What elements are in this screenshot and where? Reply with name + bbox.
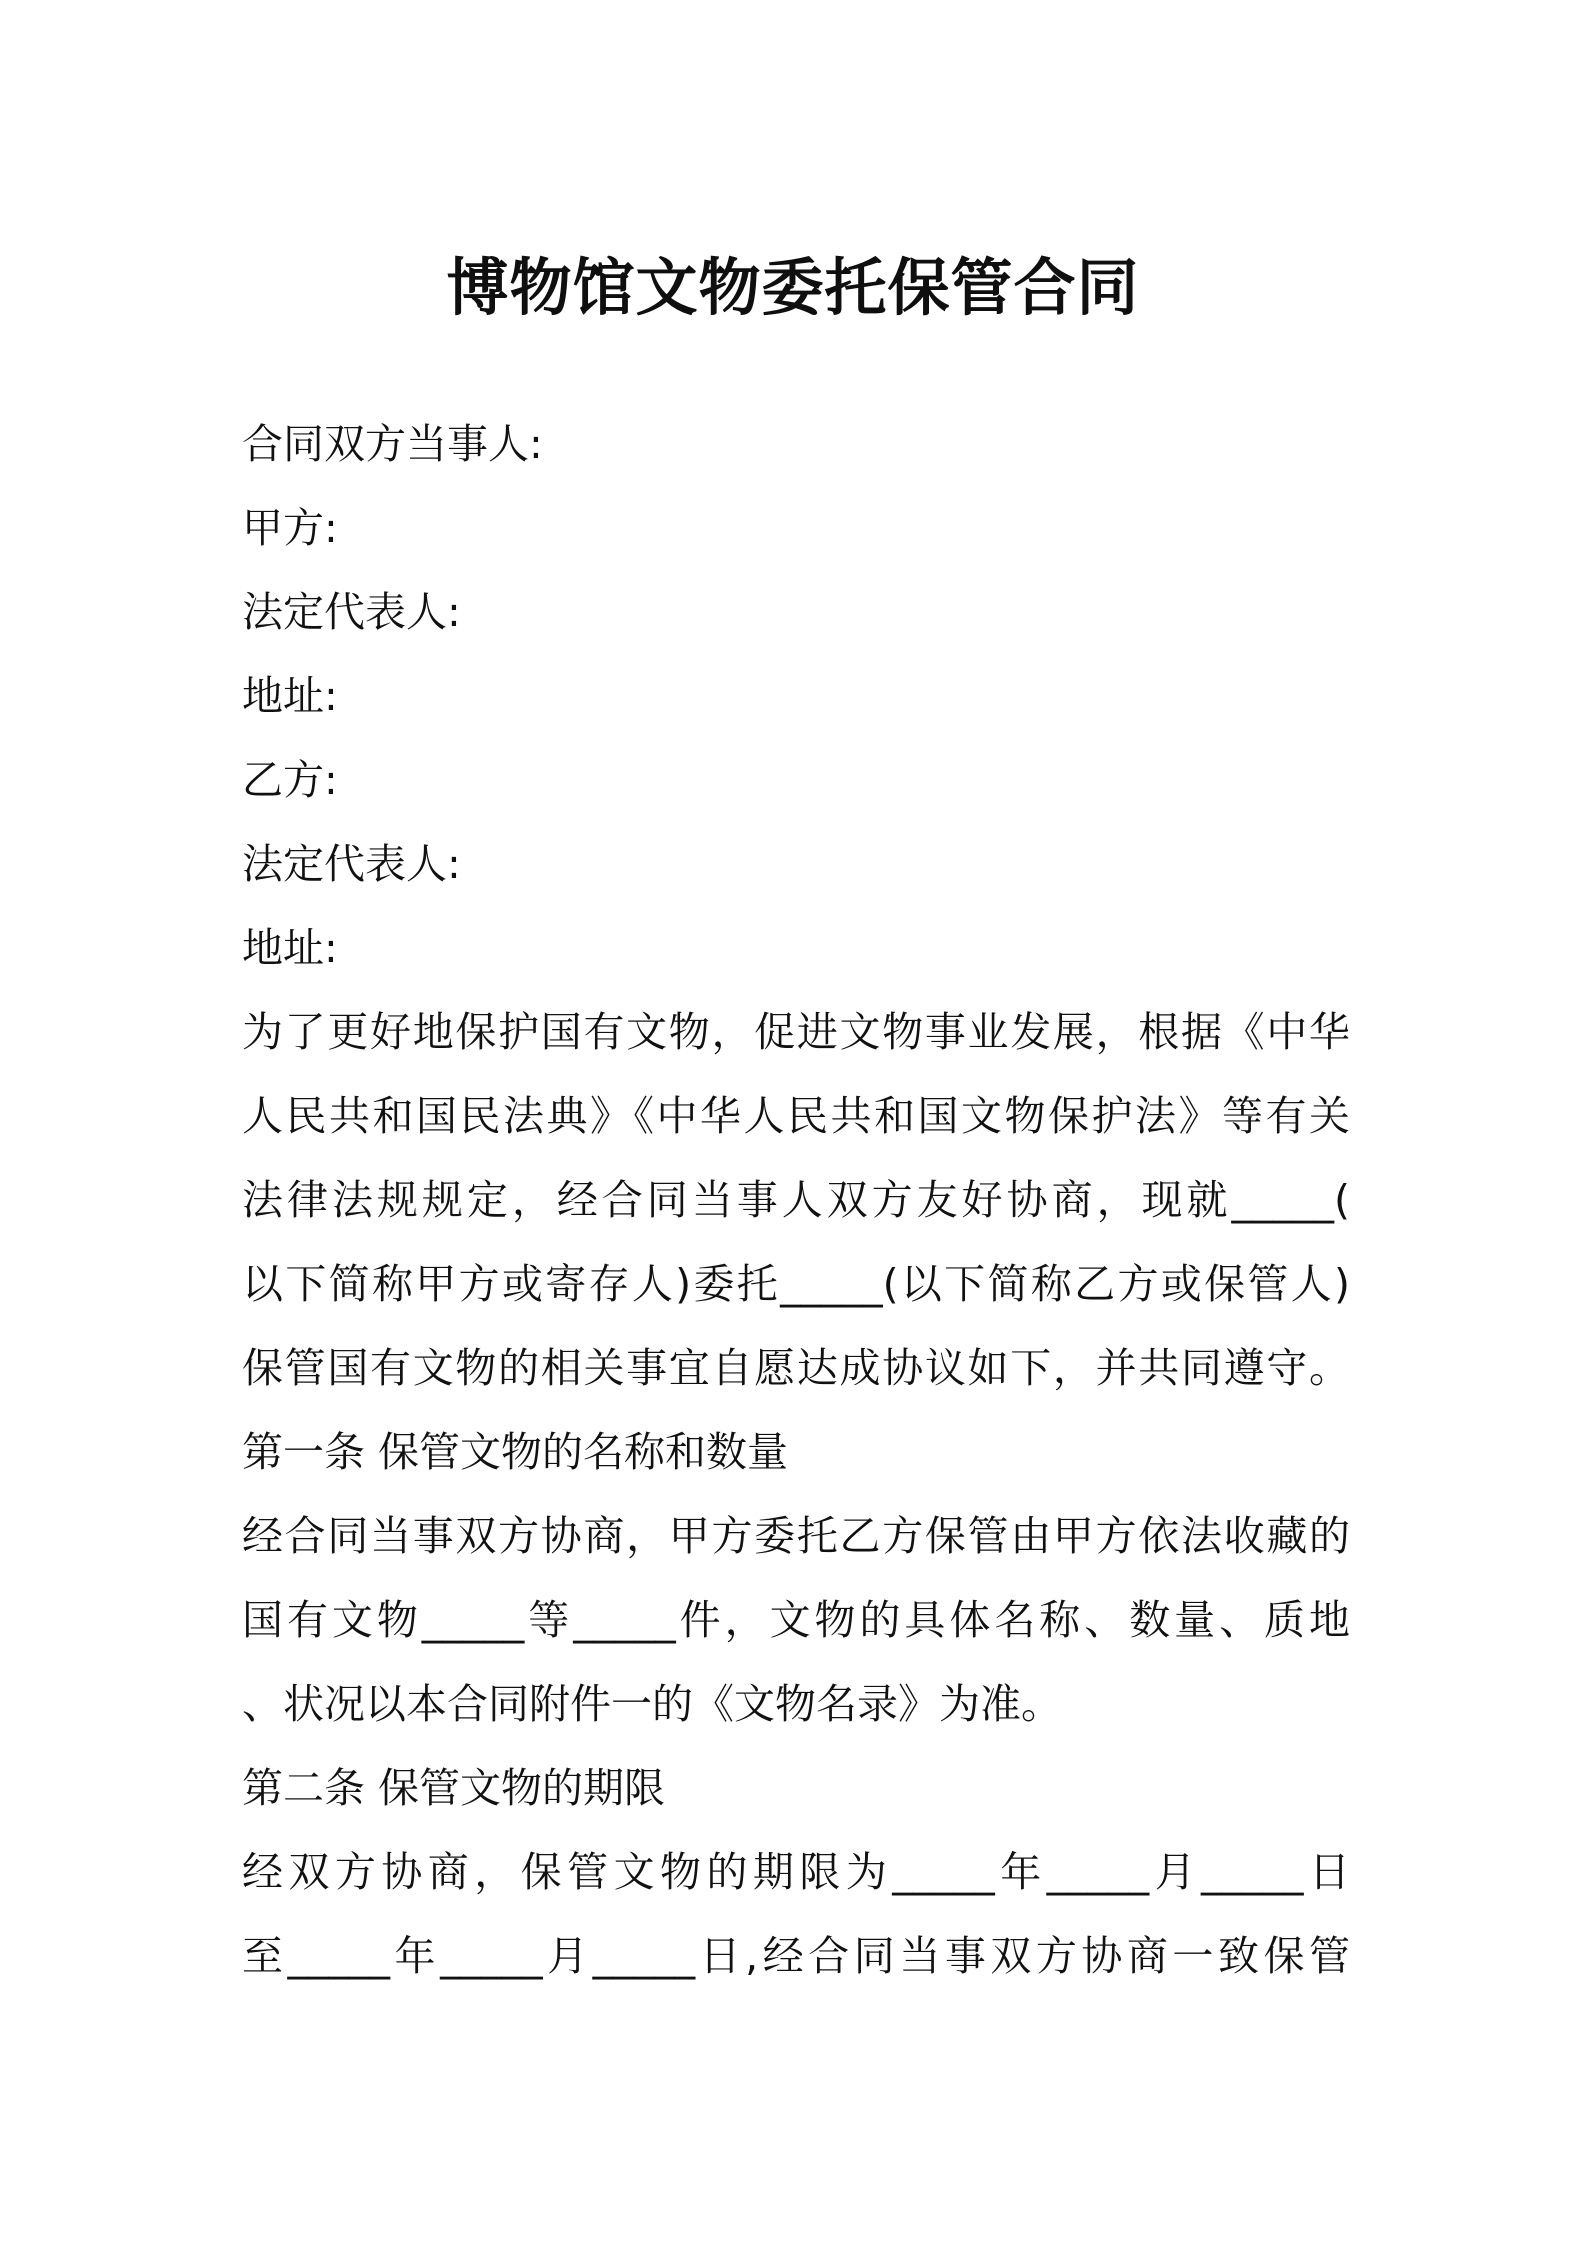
article-2-line: 至_____年_____月_____日,经合同当事双方协商一致保管: [242, 1932, 1350, 1980]
preamble-line: 法律法规规定，经合同当事人双方友好协商，现就_____(: [242, 1176, 1350, 1224]
party-a-address-label: 地址:: [242, 672, 338, 720]
party-a-representative-label: 法定代表人:: [242, 588, 461, 636]
preamble-line: 为了更好地保护国有文物，促进文物事业发展，根据《中华: [242, 1008, 1350, 1056]
article-1-line: 经合同当事双方协商，甲方委托乙方保管由甲方依法收藏的: [242, 1512, 1350, 1560]
article-2-heading: 第二条 保管文物的期限: [242, 1764, 666, 1812]
parties-heading: 合同双方当事人:: [242, 420, 543, 468]
document-title: 博物馆文物委托保管合同: [446, 251, 1140, 324]
preamble-line: 人民共和国民法典》《中华人民共和国文物保护法》等有关: [242, 1092, 1350, 1140]
preamble-line: 保管国有文物的相关事宜自愿达成协议如下，并共同遵守。: [242, 1344, 1350, 1392]
party-b-address-label: 地址:: [242, 924, 338, 972]
article-1-line: 国有文物_____等_____件，文物的具体名称、数量、质地: [242, 1596, 1350, 1644]
article-1-heading: 第一条 保管文物的名称和数量: [242, 1428, 789, 1476]
party-b-representative-label: 法定代表人:: [242, 840, 461, 888]
party-a-label: 甲方:: [242, 504, 338, 552]
preamble-line: 以下简称甲方或寄存人)委托_____(以下简称乙方或保管人): [242, 1260, 1351, 1308]
article-1-line: 、状况以本合同附件一的《文物名录》为准。: [242, 1680, 1062, 1728]
party-b-label: 乙方:: [242, 756, 338, 804]
article-2-line: 经双方协商，保管文物的期限为_____年_____月_____日: [242, 1848, 1350, 1896]
